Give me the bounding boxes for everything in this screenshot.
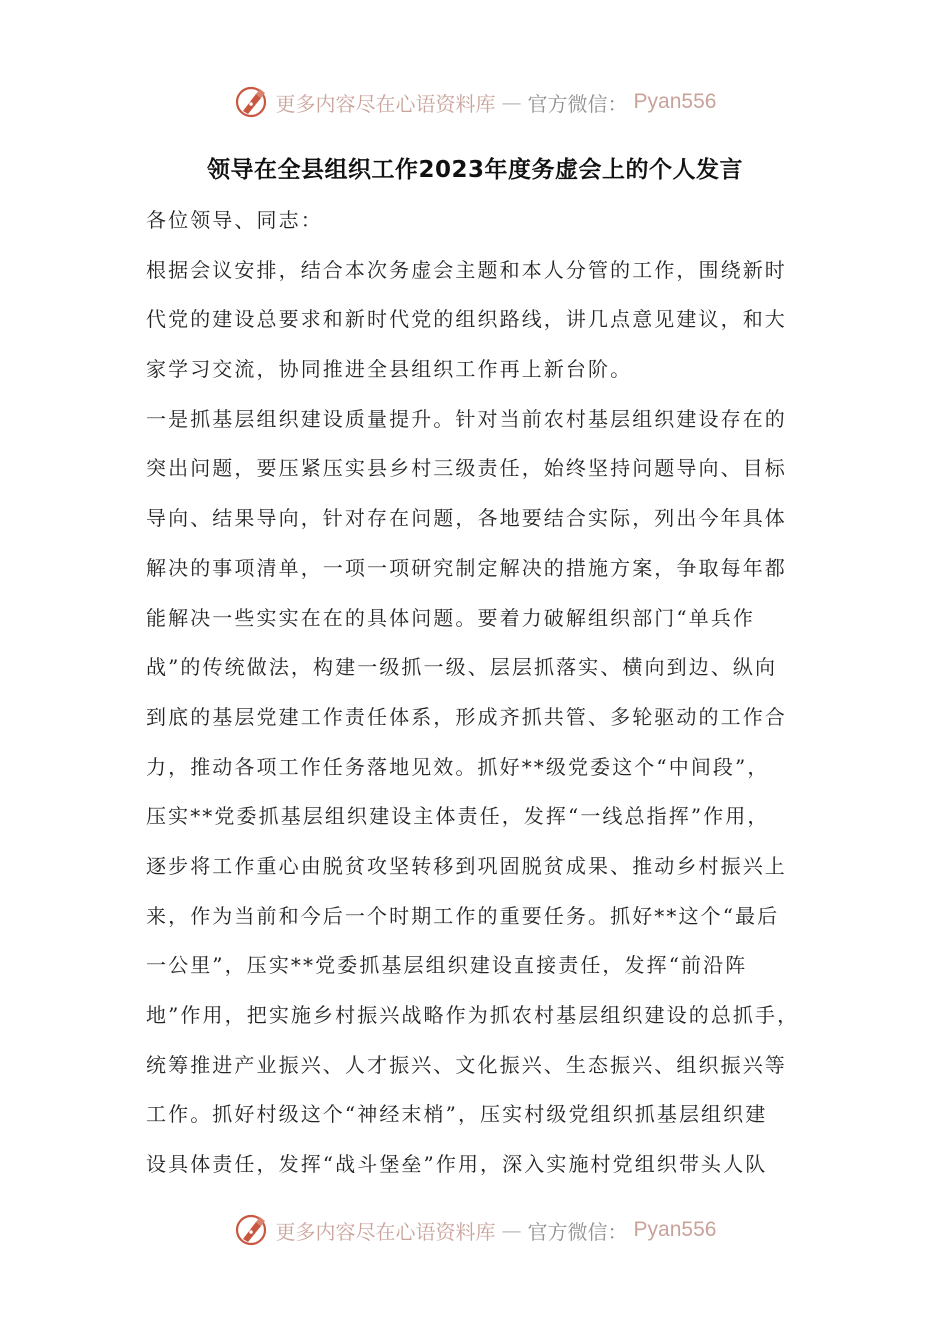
watermark-separator: —: [501, 1218, 522, 1242]
pen-nib-icon: [234, 84, 270, 120]
document-title: 领导在全县组织工作2023年度务虚会上的个人发言: [206, 157, 743, 183]
pen-nib-icon: [234, 1212, 270, 1248]
body-line: 一是抓基层组织建设质量提升。针对当前农村基层组织建设存在的: [146, 406, 787, 431]
header-watermark: [0, 82, 950, 122]
watermark-separator: —: [501, 90, 522, 114]
watermark-wechat-label: 官方微信：: [527, 91, 628, 116]
watermark-site-text: 更多内容尽在心语资料库: [275, 91, 496, 116]
footer-watermark: [0, 1210, 950, 1250]
body-line: 战”的传统做法，构建一级抓一级、层层抓落实、横向到边、纵向: [146, 655, 778, 680]
body-line: 力，推动各项工作任务落地见效。抓好**级党委这个“中间段”，: [146, 754, 770, 779]
body-line: 根据会议安排，结合本次务虚会主题和本人分管的工作，围绕新时: [146, 257, 787, 282]
body-line: 统筹推进产业振兴、人才振兴、文化振兴、生态振兴、组织振兴等: [146, 1052, 787, 1077]
body-line: 导向、结果导向，针对存在问题，各地要结合实际，列出今年具体: [146, 506, 787, 531]
body-line: 一公里”，压实**党委抓基层组织建设直接责任，发挥“前沿阵: [146, 953, 748, 978]
body-line: 来，作为当前和今后一个时期工作的重要任务。抓好**这个“最后: [146, 903, 780, 928]
document-body: [146, 196, 822, 1190]
body-line: 解决的事项清单，一项一项研究制定解决的措施方案，争取每年都: [146, 555, 787, 580]
body-line: 逐步将工作重心由脱贫攻坚转移到巩固脱贫成果、推动乡村振兴上: [146, 853, 787, 878]
watermark-wechat-id: Pyan556: [633, 90, 717, 113]
body-line: 工作。抓好村级这个“神经末梢”，压实村级党组织抓基层组织建: [146, 1102, 768, 1127]
watermark-wechat-label: 官方微信：: [527, 1219, 628, 1244]
body-line: 设具体责任，发挥“战斗堡垒”作用，深入实施村党组织带头人队: [146, 1152, 768, 1177]
body-line: 代党的建设总要求和新时代党的组织路线，讲几点意见建议，和大: [146, 307, 787, 332]
salutation: 各位领导、同志：: [146, 208, 323, 232]
watermark-site-text: 更多内容尽在心语资料库: [275, 1219, 496, 1244]
body-line: 压实**党委抓基层组织建设主体责任，发挥“一线总指挥”作用，: [146, 804, 770, 829]
body-line: 突出问题，要压紧压实县乡村三级责任，始终坚持问题导向、目标: [146, 456, 787, 481]
body-line: 地”作用，把实施乡村振兴战略作为抓农村基层组织建设的总抓手，: [146, 1003, 800, 1027]
body-line: 家学习交流，协同推进全县组织工作再上新台阶。: [146, 357, 633, 382]
body-line: 到底的基层党建工作责任体系，形成齐抓共管、多轮驱动的工作合: [146, 704, 787, 729]
watermark-wechat-id: Pyan556: [633, 1218, 717, 1241]
body-line: 能解决一些实实在在的具体问题。要着力破解组织部门“单兵作: [146, 605, 756, 630]
